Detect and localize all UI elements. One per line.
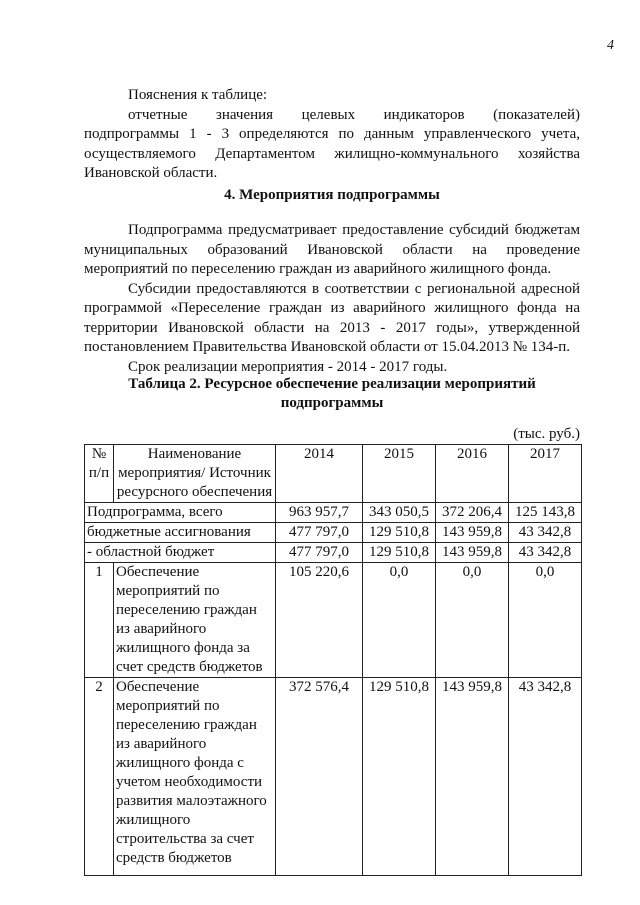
- cell-value: 372 576,4: [276, 678, 363, 876]
- page-number: 4: [607, 38, 614, 53]
- table-title: [84, 375, 580, 413]
- section-paragraph: Срок реализации мероприятия - 2014 - 2017 годы.: [128, 358, 448, 375]
- section-paragraph: Субсидии предоставляются в соответствии с региональной адресной программой «Переселение граждан из аварийного жилищного фонда на территории Ивановской области на 2013 - 2017 годы», утвержденной постановлением Правительства Ивановской области от 15.04.2013 № 134-п.: [84, 280, 580, 355]
- header-year: 2016: [436, 445, 509, 503]
- table-row: [85, 678, 582, 876]
- cell-value: 129 510,8: [363, 543, 436, 563]
- cell-value: 0,0: [509, 563, 582, 678]
- table-units: (тыс. руб.): [513, 426, 580, 442]
- notes-title: Пояснения к таблице:: [128, 87, 268, 103]
- cell-value: 43 342,8: [509, 543, 582, 563]
- row-num: 1: [85, 563, 114, 678]
- cell-value: 477 797,0: [276, 523, 363, 543]
- cell-value: 43 342,8: [509, 678, 582, 876]
- notes-text: подпрограммы 1 - 3 определяются по данным управленческого учета, осуществляемого Департаментом жилищно-коммунального хозяйства Ивановской области.: [84, 126, 580, 181]
- resource-table: [84, 444, 582, 876]
- cell-value: 372 206,4: [436, 503, 509, 523]
- cell-value: 0,0: [363, 563, 436, 678]
- row-num: 2: [85, 678, 114, 876]
- table-row: [85, 543, 582, 563]
- section-paragraph: Подпрограмма предусматривает предоставление субсидий бюджетам муниципальных образований Ивановской области на проведение мероприятий по переселению граждан из аварийного жилищного фонда.: [84, 222, 580, 277]
- row-name: Обеспечение мероприятий по переселению граждан из аварийного жилищного фонда за счет средств бюджетов: [114, 563, 276, 678]
- cell-value: 143 959,8: [436, 678, 509, 876]
- notes-block: [84, 86, 580, 184]
- cell-value: 129 510,8: [363, 523, 436, 543]
- cell-value: 477 797,0: [276, 543, 363, 563]
- cell-value: 143 959,8: [436, 523, 509, 543]
- cell-value: 125 143,8: [509, 503, 582, 523]
- table-row: [85, 503, 582, 523]
- cell-value: 0,0: [436, 563, 509, 678]
- table-row: [85, 523, 582, 543]
- header-year: 2015: [363, 445, 436, 503]
- row-name: Обеспечение мероприятий по переселению граждан из аварийного жилищного фонда с учетом необходимости развития малоэтажного жилищного строительства за счет средств бюджетов: [114, 678, 276, 876]
- cell-value: 129 510,8: [363, 678, 436, 876]
- header-year: 2017: [509, 445, 582, 503]
- table-row: [85, 563, 582, 678]
- notes-text-line1: отчетные значения целевых индикаторов (показателей): [128, 106, 580, 123]
- section-body: [84, 221, 580, 377]
- section-heading: 4. Мероприятия подпрограммы: [224, 187, 440, 203]
- cell-value: 105 220,6: [276, 563, 363, 678]
- row-label: бюджетные ассигнования: [85, 523, 276, 543]
- cell-value: 963 957,7: [276, 503, 363, 523]
- table-header-row: [85, 445, 582, 503]
- header-name: Наименование мероприятия/ Источник ресурсного обеспечения: [114, 445, 276, 503]
- header-year: 2014: [276, 445, 363, 503]
- cell-value: 143 959,8: [436, 543, 509, 563]
- header-num: № п/п: [85, 445, 114, 503]
- table-title-line1: Таблица 2. Ресурсное обеспечение реализации мероприятий: [128, 376, 536, 392]
- table-title-line2: подпрограммы: [280, 395, 384, 411]
- cell-value: 343 050,5: [363, 503, 436, 523]
- cell-value: 43 342,8: [509, 523, 582, 543]
- row-label: - областной бюджет: [85, 543, 276, 563]
- row-label: Подпрограмма, всего: [85, 503, 276, 523]
